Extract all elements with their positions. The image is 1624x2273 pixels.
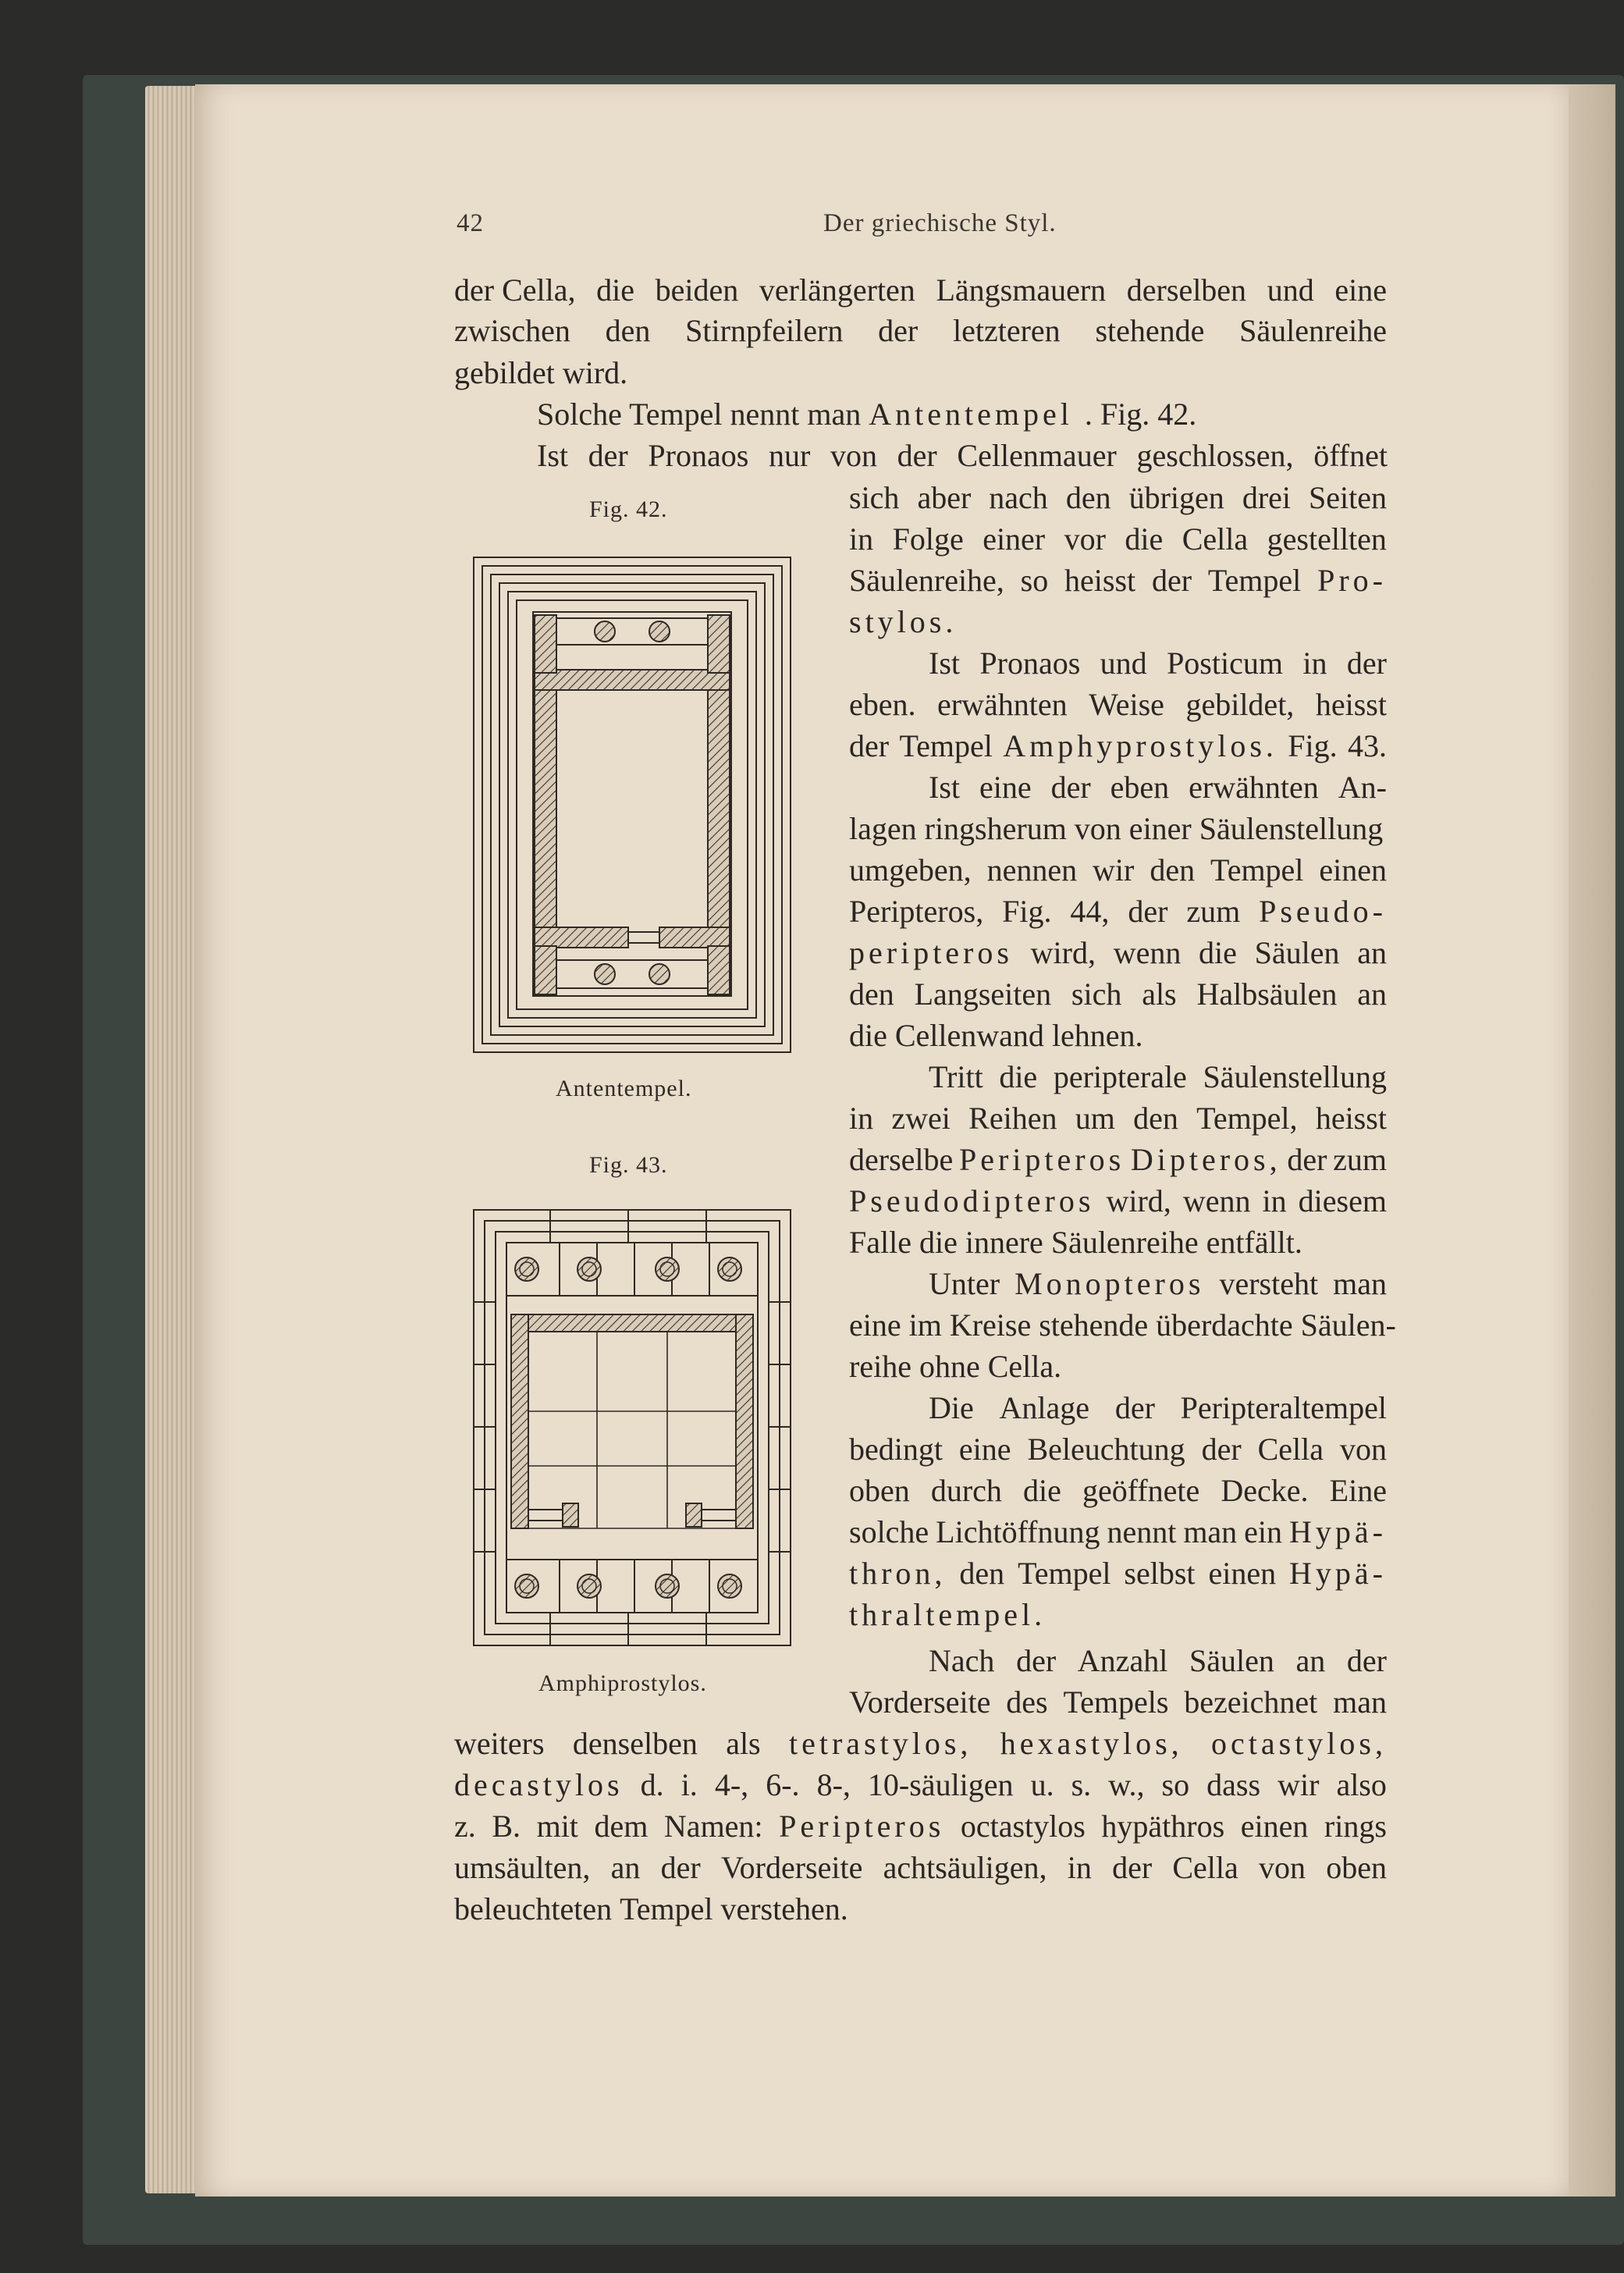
word: zum — [1186, 894, 1241, 929]
word: in — [1302, 646, 1327, 681]
word: der — [1128, 894, 1168, 929]
word: peripteros — [849, 935, 1013, 970]
word: heisst — [1064, 563, 1136, 598]
text-line — [849, 726, 1387, 767]
word: der — [1201, 1432, 1242, 1467]
word: decastylos — [454, 1767, 624, 1802]
word: Ist — [929, 770, 960, 805]
word: Tempel — [620, 1891, 721, 1926]
word: der — [1346, 646, 1387, 681]
text-line — [849, 1140, 1387, 1180]
word: in — [1262, 1183, 1287, 1218]
word: derselben — [1126, 272, 1247, 308]
word: der — [1346, 1643, 1387, 1678]
text-line — [849, 560, 1387, 601]
word: Tempel — [1207, 563, 1302, 598]
word: durch — [930, 1473, 1002, 1508]
word: zum — [1333, 1142, 1387, 1177]
word: Peripteros — [779, 1809, 945, 1844]
text-line — [537, 436, 1388, 476]
word: einen — [1208, 1556, 1277, 1591]
word: Antentempel — [869, 397, 1085, 432]
word: der — [878, 313, 919, 348]
word: des — [1006, 1684, 1048, 1720]
word: Peripteraltempel — [1180, 1390, 1387, 1425]
word: die — [999, 1059, 1038, 1094]
text-line — [849, 602, 1387, 642]
word: stylos. — [849, 604, 958, 639]
word: i. — [681, 1767, 698, 1802]
word: 4-, — [714, 1767, 749, 1802]
word: Namen: — [663, 1809, 763, 1844]
word: Pronaos — [648, 438, 749, 473]
text-line — [849, 933, 1387, 973]
word: bedingt — [849, 1432, 943, 1467]
word: zwei — [891, 1101, 951, 1136]
word: man — [1333, 1684, 1387, 1720]
word: Beleuchtung — [1027, 1432, 1185, 1467]
word: oben — [849, 1473, 910, 1508]
word: an — [1295, 1643, 1326, 1678]
text-line — [454, 1848, 1387, 1888]
word: verlängerten — [759, 272, 915, 308]
word: der — [660, 1850, 701, 1885]
word: und — [1267, 272, 1314, 308]
word: nur — [768, 438, 811, 473]
word: Stirnpfeilern — [685, 313, 844, 348]
text-line — [929, 767, 1387, 808]
word: z. — [454, 1809, 476, 1844]
word: beleuchteten — [454, 1891, 620, 1926]
word: Vorderseite — [849, 1684, 991, 1720]
word: heisst — [1315, 1101, 1387, 1136]
word: Cella — [1257, 1432, 1324, 1467]
word: Hypä- — [1289, 1556, 1387, 1591]
word: den — [1133, 1101, 1178, 1136]
word: der — [1152, 563, 1192, 598]
word: aber — [917, 480, 972, 515]
word: zwischen — [454, 313, 570, 348]
word: so — [1020, 563, 1049, 598]
text-line — [537, 394, 1388, 435]
fig43-label: Fig. 43. — [589, 1152, 668, 1178]
text-line — [849, 1682, 1387, 1723]
word: der — [1287, 1142, 1327, 1177]
word: mit — [536, 1809, 578, 1844]
word: der — [588, 438, 628, 473]
word: peripterale — [1053, 1059, 1187, 1094]
word: der — [1114, 1390, 1155, 1425]
word: eine im Kreise stehende überdachte Säulen- — [849, 1307, 1396, 1343]
word: Tempel, — [1196, 1101, 1298, 1136]
word: wenn — [1182, 1183, 1251, 1218]
word: gestellten — [1267, 521, 1387, 557]
word: Pronaos — [979, 646, 1081, 681]
word: die — [596, 272, 635, 308]
word: sich — [1071, 976, 1122, 1012]
text-line — [454, 1765, 1387, 1805]
word: Folge — [892, 521, 964, 557]
word: stehende — [1095, 313, 1205, 348]
word: gebildet, — [1185, 687, 1295, 722]
word: geschlossen, — [1136, 438, 1294, 473]
word: den — [605, 313, 651, 348]
text-line — [849, 1098, 1387, 1139]
word: man — [1333, 1266, 1387, 1301]
word: der — [849, 728, 890, 763]
word: die — [849, 1018, 895, 1053]
word: eine — [1334, 272, 1387, 308]
word: Decke. — [1221, 1473, 1309, 1508]
word: Reihen — [968, 1101, 1057, 1136]
word: Tempel — [899, 728, 993, 763]
word: Längsmauern — [936, 272, 1107, 308]
text-line — [849, 1429, 1387, 1470]
word: Tempel — [1018, 1556, 1111, 1591]
word: eben. — [849, 687, 916, 722]
word: die — [1023, 1473, 1061, 1508]
word: Säulenreihe — [1050, 1225, 1206, 1260]
word: erwähnten — [937, 687, 1068, 722]
word: Fig. — [1002, 894, 1052, 929]
word: der — [897, 438, 937, 473]
word: gebildet — [454, 355, 563, 390]
word: die — [1199, 935, 1237, 970]
word: Unter — [929, 1266, 1000, 1301]
word: versteht — [1219, 1266, 1319, 1301]
word: octastylos, — [1211, 1726, 1387, 1761]
word: an — [1357, 976, 1387, 1012]
word: d. — [640, 1767, 664, 1802]
word: 43. — [1348, 728, 1387, 763]
fig42-antentempel-plan — [472, 556, 792, 1055]
word: dass — [1206, 1767, 1261, 1802]
word: Cella — [1172, 1850, 1238, 1885]
text-line — [849, 809, 1387, 849]
word: 8-, — [816, 1767, 851, 1802]
word: einer — [983, 521, 1046, 557]
text-line — [454, 1723, 1387, 1764]
word: Säulen — [1254, 935, 1340, 970]
word: bezeichnet — [1184, 1684, 1318, 1720]
word: An- — [1338, 770, 1387, 805]
word: Cellenmauer — [957, 438, 1117, 473]
word: nennt — [1107, 1514, 1177, 1549]
word: Tempels — [1063, 1684, 1169, 1720]
word: oben — [1326, 1850, 1387, 1885]
word: öffnet — [1313, 438, 1388, 473]
word: geöffnete — [1082, 1473, 1200, 1508]
word: also — [1336, 1767, 1387, 1802]
word: übrigen — [1128, 480, 1224, 515]
text-line — [849, 1471, 1387, 1511]
word: 6-. — [766, 1767, 800, 1802]
running-title: Der griechische Styl. — [823, 209, 1057, 237]
word: Posticum — [1167, 646, 1283, 681]
word: achtsäuligen, — [883, 1850, 1047, 1885]
word: von — [1259, 1850, 1306, 1885]
word: in — [849, 1101, 874, 1136]
word: Cellenwand — [894, 1018, 1052, 1053]
word: entfällt. — [1206, 1225, 1302, 1260]
word: hexastylos, — [1000, 1726, 1183, 1761]
word: von — [1339, 1432, 1387, 1467]
word: thraltempel. — [849, 1597, 1047, 1632]
word: wird. — [562, 355, 628, 390]
text-line — [849, 974, 1387, 1015]
text-line — [849, 1222, 1387, 1263]
text-line — [849, 891, 1387, 932]
word: Ist — [537, 438, 568, 473]
text-line — [929, 1388, 1387, 1428]
word: in — [1067, 1850, 1092, 1885]
text-line — [849, 685, 1387, 725]
word: den — [959, 1556, 1005, 1591]
word: Peripteros, — [849, 894, 984, 929]
word: diesem — [1298, 1183, 1387, 1218]
word: eine — [958, 1432, 1011, 1467]
fig43-amphiprostylos-plan — [472, 1208, 792, 1647]
word: B. — [492, 1809, 521, 1844]
text-line — [454, 311, 1387, 351]
word: hypäthros — [1101, 1809, 1225, 1844]
word: Amphyprostylos. — [1003, 728, 1278, 763]
word: u. — [1030, 1767, 1054, 1802]
word: Falle — [849, 1225, 919, 1260]
word: eben — [1110, 770, 1170, 805]
text-line — [454, 1806, 1387, 1847]
word: Pseudodipteros — [849, 1183, 1095, 1218]
word: 10-säuligen — [867, 1767, 1014, 1802]
word: solche — [849, 1514, 929, 1549]
word: Dipteros, — [1130, 1142, 1281, 1177]
word: dem — [594, 1809, 649, 1844]
word: wir — [1093, 852, 1135, 888]
next-page-edge — [1569, 84, 1615, 2197]
word: die — [919, 1225, 965, 1260]
word: reihe — [849, 1349, 919, 1384]
word: s. — [1071, 1767, 1092, 1802]
word: Tritt — [929, 1059, 983, 1094]
text-line — [849, 478, 1387, 518]
fig42-caption: Antentempel. — [556, 1076, 692, 1101]
word: Säulenreihe — [1239, 313, 1387, 348]
word: um — [1075, 1101, 1115, 1136]
page-number: 42 — [457, 209, 484, 237]
text-line — [929, 643, 1387, 684]
word: drei — [1242, 480, 1291, 515]
word: weiters — [454, 1726, 545, 1761]
word: in — [849, 521, 874, 557]
text-line — [849, 1016, 1387, 1056]
word: . Fig. 42. — [1084, 397, 1197, 432]
word: Halbsäulen — [1196, 976, 1338, 1012]
word: eine — [979, 770, 1032, 805]
text-line — [929, 1057, 1387, 1097]
word: Anlage — [999, 1390, 1090, 1425]
word: Säulen — [1189, 1643, 1274, 1678]
word: Peripteros — [958, 1142, 1125, 1177]
word: verstehen. — [720, 1891, 848, 1926]
text-line — [454, 353, 1387, 393]
word: innere — [965, 1225, 1051, 1260]
word: Cella. — [987, 1349, 1062, 1384]
word: Eine — [1329, 1473, 1387, 1508]
fig42-label: Fig. 42. — [589, 496, 668, 522]
word: wir — [1278, 1767, 1320, 1802]
word: Weise — [1089, 687, 1164, 722]
text-line — [454, 1889, 1387, 1930]
fig43-caption: Amphiprostylos. — [538, 1670, 707, 1696]
word: Solche Tempel nennt man — [537, 397, 869, 432]
word: der — [1112, 1850, 1153, 1885]
word: einen — [1240, 1809, 1309, 1844]
word: Nach — [929, 1643, 995, 1678]
text-line — [849, 1305, 1396, 1346]
word: ohne — [919, 1349, 988, 1384]
word: letzteren — [952, 313, 1061, 348]
text-line — [849, 1346, 1387, 1387]
word: man — [1183, 1514, 1238, 1549]
word: ein — [1244, 1514, 1283, 1549]
word: Hypä- — [1289, 1514, 1387, 1549]
word: lagen ringsherum von einer Säulenstellung — [849, 811, 1384, 846]
word: denselben — [572, 1726, 698, 1761]
word: an — [1357, 935, 1387, 970]
word: von — [830, 438, 877, 473]
word: Langseiten — [914, 976, 1052, 1012]
word: Fig. — [1288, 728, 1338, 763]
word: Ist — [929, 646, 960, 681]
text-line — [454, 270, 1387, 311]
word: umgeben, — [849, 852, 972, 888]
word: nach — [989, 480, 1048, 515]
text-line — [849, 1181, 1387, 1222]
text-line — [849, 519, 1387, 560]
word: wird, — [1030, 935, 1096, 970]
word: so — [1161, 1767, 1190, 1802]
word: der Cella, — [454, 272, 576, 308]
word: Seiten — [1309, 480, 1387, 515]
word: vor — [1064, 521, 1106, 557]
word: umsäulten, — [454, 1850, 591, 1885]
word: der — [1016, 1643, 1057, 1678]
word: heisst — [1315, 687, 1387, 722]
word: Säulenstellung — [1203, 1059, 1387, 1094]
word: nennen — [986, 852, 1078, 888]
word: sich — [849, 480, 900, 515]
word: wird, — [1106, 1183, 1171, 1218]
word: tetrastylos, — [788, 1726, 972, 1761]
word: derselbe — [849, 1142, 954, 1177]
word: Lichtöffnung — [936, 1514, 1100, 1549]
page-edges — [145, 86, 200, 2193]
word: Cella — [1182, 521, 1249, 557]
text-line — [929, 1264, 1387, 1304]
word: beiden — [655, 272, 739, 308]
text-line — [849, 1512, 1387, 1553]
word: den — [1150, 852, 1196, 888]
word: Säulenreihe, — [849, 563, 1004, 598]
text-line — [849, 850, 1387, 891]
word: den — [849, 976, 894, 1012]
word: einen — [1319, 852, 1387, 888]
text-line — [929, 1641, 1387, 1681]
word: der — [1050, 770, 1091, 805]
word: 44, — [1070, 894, 1110, 929]
word: Pseudo- — [1259, 894, 1387, 929]
word: erwähnten — [1189, 770, 1319, 805]
word: den — [1065, 480, 1111, 515]
word: thron, — [849, 1556, 947, 1591]
word: die — [1125, 521, 1164, 557]
word: Pro- — [1317, 563, 1387, 598]
word: selbst — [1124, 1556, 1196, 1591]
word: als — [726, 1726, 761, 1761]
word: als — [1142, 976, 1177, 1012]
word: w., — [1108, 1767, 1145, 1802]
word: octastylos — [960, 1809, 1086, 1844]
word: Vorderseite — [720, 1850, 863, 1885]
word: an — [610, 1850, 641, 1885]
word: Tempel — [1210, 852, 1304, 888]
word: und — [1100, 646, 1147, 681]
word: Monopteros — [1015, 1266, 1205, 1301]
text-line — [849, 1595, 1387, 1635]
word: wenn — [1113, 935, 1182, 970]
text-line — [849, 1553, 1387, 1594]
word: lehnen. — [1051, 1018, 1143, 1053]
word: rings — [1324, 1809, 1387, 1844]
word: Die — [929, 1390, 974, 1425]
word: Anzahl — [1077, 1643, 1168, 1678]
